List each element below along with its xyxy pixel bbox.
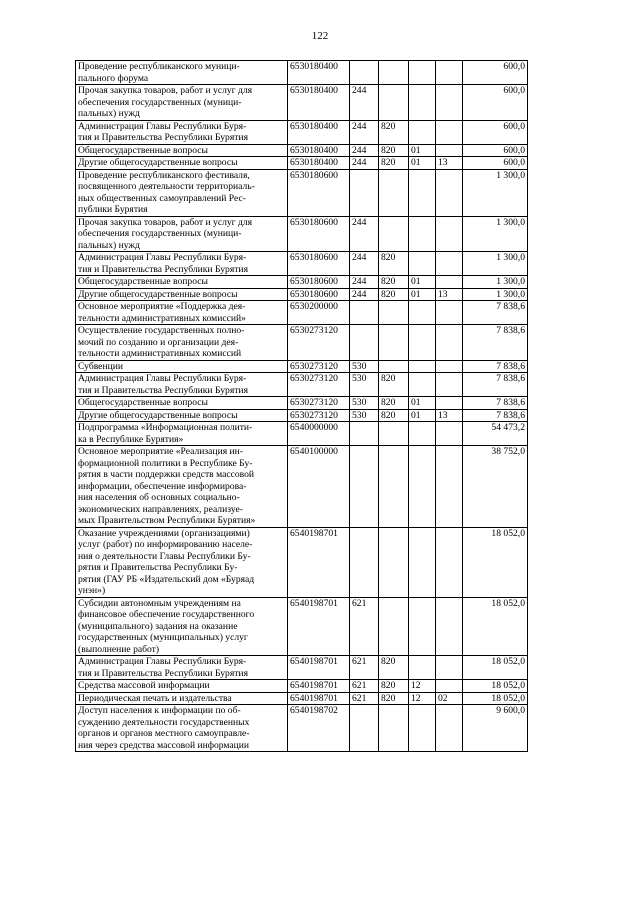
row-subsection-cell: [436, 325, 463, 361]
row-name-cell: Средства массовой информации: [76, 680, 288, 693]
row-name-cell: Основное мероприятие «Поддержка дея- тельности административных комиссий»: [76, 301, 288, 325]
row-section-cell: [409, 252, 436, 276]
table-row: [76, 325, 528, 361]
row-section-cell: 12: [409, 680, 436, 693]
row-section-cell: [409, 446, 436, 528]
row-subsection-cell: [436, 680, 463, 693]
row-section-cell: [409, 169, 436, 216]
row-subsection-cell: [436, 527, 463, 597]
row-administrator-cell: 820: [379, 656, 409, 680]
row-administrator-cell: 820: [379, 409, 409, 422]
table-row: [76, 705, 528, 752]
row-target-code-cell: 6540000000: [288, 422, 350, 446]
row-section-cell: [409, 216, 436, 252]
row-expense-type-cell: 244: [350, 120, 379, 144]
row-target-code-cell: 6540198701: [288, 597, 350, 656]
row-name-cell: Субвенции: [76, 360, 288, 373]
row-name-cell: Оказание учреждениями (организациями) услуг (работ) по информированию населе- ния о деятельности Главы Республики Бу- рятия и Правительства Республики Бу- рятия (ГАУ РБ «Издательский дом «Буряад унэн»): [76, 527, 288, 597]
row-administrator-cell: [379, 360, 409, 373]
row-name-cell: Проведение республиканского фестиваля, посвященного деятельности территориаль- ных общественных самоуправлений Рес- публики Бурятия: [76, 169, 288, 216]
table-row: [76, 61, 528, 85]
row-target-code-cell: 6530180600: [288, 288, 350, 301]
table-row: [76, 85, 528, 121]
row-section-cell: 12: [409, 692, 436, 705]
row-name-cell: Общегосударственные вопросы: [76, 397, 288, 410]
row-sum-cell: 9 600,0: [463, 705, 528, 752]
row-section-cell: [409, 422, 436, 446]
row-section-cell: [409, 527, 436, 597]
row-subsection-cell: [436, 85, 463, 121]
row-administrator-cell: 820: [379, 680, 409, 693]
row-expense-type-cell: 244: [350, 276, 379, 289]
row-expense-type-cell: [350, 527, 379, 597]
row-administrator-cell: [379, 169, 409, 216]
row-expense-type-cell: 244: [350, 216, 379, 252]
row-sum-cell: 18 052,0: [463, 527, 528, 597]
row-administrator-cell: 820: [379, 373, 409, 397]
row-section-cell: [409, 597, 436, 656]
row-section-cell: [409, 85, 436, 121]
row-sum-cell: 600,0: [463, 85, 528, 121]
row-target-code-cell: 6530180600: [288, 216, 350, 252]
table-row: [76, 656, 528, 680]
row-sum-cell: 38 752,0: [463, 446, 528, 528]
table-row: [76, 252, 528, 276]
row-target-code-cell: 6530180600: [288, 276, 350, 289]
row-subsection-cell: [436, 169, 463, 216]
row-name-cell: Другие общегосударственные вопросы: [76, 409, 288, 422]
row-subsection-cell: [436, 446, 463, 528]
row-administrator-cell: 820: [379, 288, 409, 301]
row-section-cell: 01: [409, 409, 436, 422]
row-sum-cell: 1 300,0: [463, 169, 528, 216]
row-sum-cell: 7 838,6: [463, 360, 528, 373]
row-administrator-cell: 820: [379, 120, 409, 144]
row-subsection-cell: [436, 276, 463, 289]
row-name-cell: Прочая закупка товаров, работ и услуг для обеспечения государственных (муници- пальных) нужд: [76, 216, 288, 252]
table-row: [76, 288, 528, 301]
row-expense-type-cell: [350, 301, 379, 325]
row-subsection-cell: [436, 656, 463, 680]
row-expense-type-cell: 530: [350, 397, 379, 410]
row-sum-cell: 600,0: [463, 120, 528, 144]
row-administrator-cell: 820: [379, 252, 409, 276]
row-expense-type-cell: [350, 705, 379, 752]
row-sum-cell: 1 300,0: [463, 252, 528, 276]
row-subsection-cell: [436, 252, 463, 276]
row-administrator-cell: 820: [379, 157, 409, 170]
row-name-cell: Администрация Главы Республики Буря- тия и Правительства Республики Бурятия: [76, 656, 288, 680]
row-section-cell: [409, 120, 436, 144]
budget-table-body: [76, 61, 528, 752]
row-administrator-cell: [379, 325, 409, 361]
table-row: [76, 373, 528, 397]
row-sum-cell: 1 300,0: [463, 216, 528, 252]
row-target-code-cell: 6530180600: [288, 169, 350, 216]
row-expense-type-cell: 244: [350, 144, 379, 157]
row-section-cell: [409, 656, 436, 680]
row-section-cell: [409, 61, 436, 85]
row-target-code-cell: 6530200000: [288, 301, 350, 325]
row-target-code-cell: 6530273120: [288, 360, 350, 373]
row-subsection-cell: [436, 360, 463, 373]
row-subsection-cell: [436, 61, 463, 85]
row-sum-cell: 600,0: [463, 144, 528, 157]
row-expense-type-cell: 621: [350, 692, 379, 705]
row-expense-type-cell: 530: [350, 373, 379, 397]
row-name-cell: Администрация Главы Республики Буря- тия и Правительства Республики Бурятия: [76, 373, 288, 397]
row-name-cell: Периодическая печать и издательства: [76, 692, 288, 705]
budget-table: [75, 60, 528, 752]
row-sum-cell: 1 300,0: [463, 276, 528, 289]
table-row: [76, 680, 528, 693]
row-subsection-cell: [436, 397, 463, 410]
row-expense-type-cell: [350, 446, 379, 528]
row-target-code-cell: 6540198701: [288, 656, 350, 680]
row-subsection-cell: 02: [436, 692, 463, 705]
row-target-code-cell: 6530273120: [288, 397, 350, 410]
row-target-code-cell: 6530273120: [288, 325, 350, 361]
row-target-code-cell: 6530180400: [288, 144, 350, 157]
table-row: [76, 446, 528, 528]
row-sum-cell: 7 838,6: [463, 397, 528, 410]
row-target-code-cell: 6540100000: [288, 446, 350, 528]
table-row: [76, 157, 528, 170]
table-row: [76, 216, 528, 252]
row-sum-cell: 54 473,2: [463, 422, 528, 446]
row-target-code-cell: 6540198702: [288, 705, 350, 752]
row-target-code-cell: 6530273120: [288, 409, 350, 422]
row-administrator-cell: [379, 85, 409, 121]
row-section-cell: [409, 325, 436, 361]
row-section-cell: 01: [409, 144, 436, 157]
row-subsection-cell: 13: [436, 409, 463, 422]
row-name-cell: Другие общегосударственные вопросы: [76, 157, 288, 170]
row-expense-type-cell: 244: [350, 157, 379, 170]
row-administrator-cell: [379, 597, 409, 656]
row-administrator-cell: [379, 301, 409, 325]
row-target-code-cell: 6530180400: [288, 61, 350, 85]
row-section-cell: [409, 360, 436, 373]
table-row: [76, 120, 528, 144]
table-row: [76, 597, 528, 656]
row-target-code-cell: 6530273120: [288, 373, 350, 397]
row-target-code-cell: 6530180400: [288, 120, 350, 144]
table-row: [76, 169, 528, 216]
table-row: [76, 527, 528, 597]
row-sum-cell: 7 838,6: [463, 301, 528, 325]
row-section-cell: [409, 705, 436, 752]
row-sum-cell: 18 052,0: [463, 597, 528, 656]
row-administrator-cell: [379, 527, 409, 597]
row-sum-cell: 600,0: [463, 157, 528, 170]
row-name-cell: Прочая закупка товаров, работ и услуг для обеспечения государственных (муници- пальных) нужд: [76, 85, 288, 121]
row-expense-type-cell: 244: [350, 288, 379, 301]
row-name-cell: Другие общегосударственные вопросы: [76, 288, 288, 301]
row-target-code-cell: 6540198701: [288, 527, 350, 597]
row-target-code-cell: 6530180600: [288, 252, 350, 276]
table-row: [76, 409, 528, 422]
table-row: [76, 397, 528, 410]
table-row: [76, 692, 528, 705]
row-expense-type-cell: 621: [350, 680, 379, 693]
row-target-code-cell: 6530180400: [288, 85, 350, 121]
row-administrator-cell: [379, 446, 409, 528]
row-name-cell: Субсидии автономным учреждениям на финансовое обеспечение государственного (муниципального) задания на оказание государственных (муниципальных) услуг (выполнение работ): [76, 597, 288, 656]
row-name-cell: Общегосударственные вопросы: [76, 144, 288, 157]
row-name-cell: Осуществление государственных полно- мочий по созданию и организации дея- тельности административных комиссий: [76, 325, 288, 361]
row-section-cell: 01: [409, 397, 436, 410]
row-subsection-cell: [436, 422, 463, 446]
row-expense-type-cell: [350, 325, 379, 361]
row-administrator-cell: 820: [379, 144, 409, 157]
row-administrator-cell: [379, 216, 409, 252]
row-name-cell: Основное мероприятие «Реализация ин- формационной политики в Республике Бу- рятия в части поддержки средств массовой информации, обеспечение информирова- ния населения об основных социально- экономических направлениях, реализуе- мых Правительством Республики Бурятия»: [76, 446, 288, 528]
row-section-cell: [409, 373, 436, 397]
row-subsection-cell: [436, 144, 463, 157]
page-number: 122: [311, 30, 329, 42]
row-subsection-cell: [436, 597, 463, 656]
row-administrator-cell: [379, 422, 409, 446]
row-target-code-cell: 6540198701: [288, 692, 350, 705]
row-name-cell: Администрация Главы Республики Буря- тия и Правительства Республики Бурятия: [76, 120, 288, 144]
row-expense-type-cell: [350, 61, 379, 85]
row-subsection-cell: [436, 373, 463, 397]
row-sum-cell: 18 052,0: [463, 692, 528, 705]
row-target-code-cell: 6530180400: [288, 157, 350, 170]
table-row: [76, 276, 528, 289]
row-name-cell: Подпрограмма «Информационная полити- ка в Республике Бурятия»: [76, 422, 288, 446]
row-sum-cell: 7 838,6: [463, 325, 528, 361]
row-name-cell: Проведение республиканского муници- пального форума: [76, 61, 288, 85]
row-sum-cell: 18 052,0: [463, 680, 528, 693]
row-administrator-cell: 820: [379, 276, 409, 289]
row-sum-cell: 7 838,6: [463, 373, 528, 397]
row-sum-cell: 18 052,0: [463, 656, 528, 680]
row-expense-type-cell: 244: [350, 252, 379, 276]
row-target-code-cell: 6540198701: [288, 680, 350, 693]
row-expense-type-cell: 530: [350, 360, 379, 373]
row-name-cell: Доступ населения к информации по об- суждению деятельности государственных органов и органов местного самоуправле- ния через средства массовой информации: [76, 705, 288, 752]
table-row: [76, 360, 528, 373]
row-expense-type-cell: 530: [350, 409, 379, 422]
row-subsection-cell: 13: [436, 288, 463, 301]
row-expense-type-cell: 244: [350, 85, 379, 121]
row-subsection-cell: [436, 705, 463, 752]
row-subsection-cell: [436, 216, 463, 252]
row-section-cell: 01: [409, 276, 436, 289]
row-sum-cell: 600,0: [463, 61, 528, 85]
table-row: [76, 144, 528, 157]
row-name-cell: Администрация Главы Республики Буря- тия и Правительства Республики Бурятия: [76, 252, 288, 276]
row-section-cell: 01: [409, 157, 436, 170]
row-expense-type-cell: [350, 422, 379, 446]
row-administrator-cell: 820: [379, 692, 409, 705]
row-subsection-cell: [436, 301, 463, 325]
row-administrator-cell: [379, 61, 409, 85]
row-sum-cell: 7 838,6: [463, 409, 528, 422]
row-expense-type-cell: [350, 169, 379, 216]
row-expense-type-cell: 621: [350, 597, 379, 656]
row-administrator-cell: [379, 705, 409, 752]
row-administrator-cell: 820: [379, 397, 409, 410]
row-sum-cell: 1 300,0: [463, 288, 528, 301]
table-row: [76, 301, 528, 325]
row-section-cell: [409, 301, 436, 325]
row-subsection-cell: [436, 120, 463, 144]
table-row: [76, 422, 528, 446]
row-expense-type-cell: 621: [350, 656, 379, 680]
row-section-cell: 01: [409, 288, 436, 301]
row-name-cell: Общегосударственные вопросы: [76, 276, 288, 289]
row-subsection-cell: 13: [436, 157, 463, 170]
